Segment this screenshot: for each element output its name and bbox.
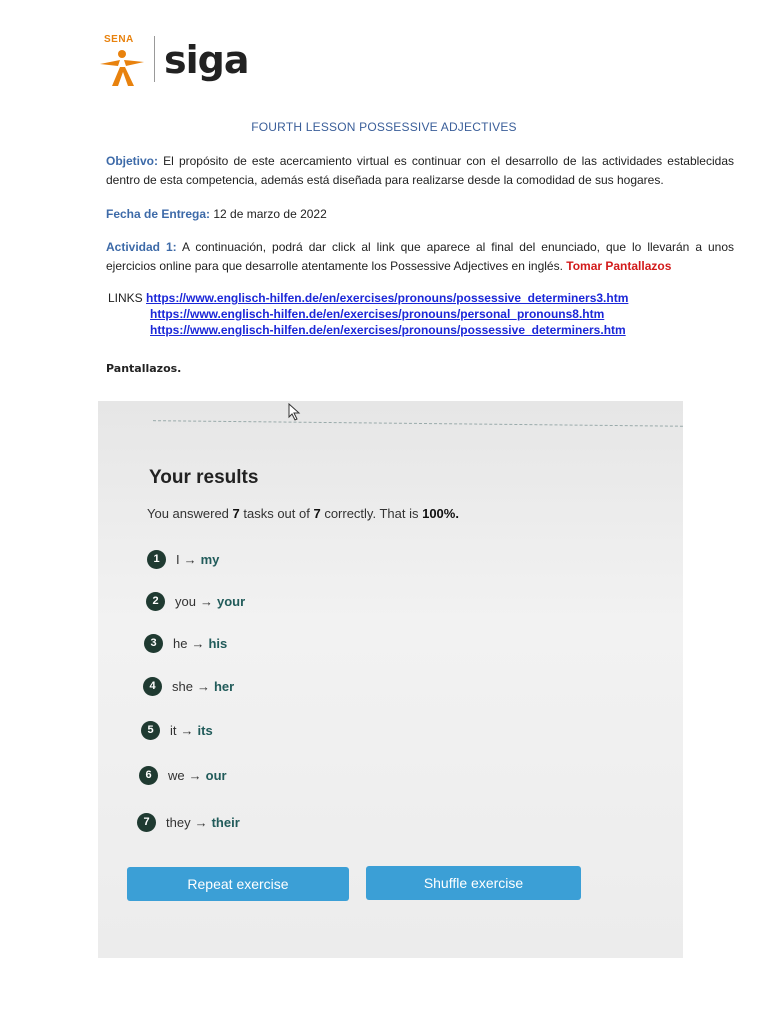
item-pronoun: he (173, 635, 188, 651)
results-summary (147, 506, 459, 521)
item-answer: their (211, 814, 240, 830)
sena-logo-text: SENA (104, 34, 134, 45)
results-title: Your results (149, 467, 259, 488)
exercise-link-1[interactable]: https://www.englisch-hilfen.de/en/exercises/pronouns/possessive_determiners3.htm (146, 291, 629, 305)
due-date-paragraph (106, 205, 734, 224)
arrow-icon: → (183, 551, 197, 567)
result-item (143, 675, 234, 697)
arrow-icon: → (199, 593, 213, 609)
summary-total: 7 (313, 506, 321, 521)
result-item (137, 811, 240, 833)
activity-paragraph (106, 238, 734, 276)
result-item (144, 632, 227, 654)
arrow-icon: → (180, 722, 194, 738)
item-number-badge: 3 (144, 634, 163, 653)
logo-divider (154, 36, 155, 82)
due-date-label: Fecha de Entrega: (106, 207, 211, 221)
siga-logo: siga (164, 38, 249, 82)
activity-text: A continuación, podrá dar click al link que aparece al final del enunciado, que lo llevarán a unos ejercicios online para que desarrolle atentamente los Possessive Adjectives en inglés. (106, 240, 735, 273)
item-answer: its (197, 722, 213, 738)
arrow-icon: → (196, 678, 210, 694)
summary-pre: You answered (147, 506, 233, 521)
activity-highlight: Tomar Pantallazos (566, 259, 672, 273)
item-answer: her (213, 678, 235, 694)
item-pronoun: you (175, 593, 196, 609)
item-number-badge: 1 (147, 550, 166, 569)
activity-label: Actividad 1: (106, 240, 177, 254)
objective-paragraph (106, 152, 734, 190)
item-answer: my (200, 551, 220, 567)
summary-post: correctly. That is (320, 506, 423, 521)
arrow-icon: → (194, 814, 208, 830)
result-item (141, 719, 213, 741)
due-date-text: 12 de marzo de 2022 (210, 207, 327, 221)
result-item (139, 764, 227, 786)
item-number-badge: 5 (141, 721, 160, 740)
header-logos (96, 32, 296, 92)
arrow-icon: → (191, 635, 205, 651)
item-answer: our (205, 767, 227, 783)
item-pronoun: she (172, 678, 193, 694)
screenshots-heading: Pantallazos. (106, 362, 182, 375)
item-pronoun: they (166, 814, 191, 830)
item-number-badge: 4 (143, 677, 162, 696)
sena-logo (96, 32, 150, 88)
mouse-cursor-icon (288, 403, 302, 426)
summary-correct: 7 (232, 506, 240, 521)
result-item (146, 590, 245, 612)
item-pronoun: I (176, 551, 180, 567)
exercise-link-2[interactable]: https://www.englisch-hilfen.de/en/exercises/pronouns/personal_pronouns8.htm (150, 307, 605, 321)
item-number-badge: 6 (139, 766, 158, 785)
item-pronoun: we (168, 767, 185, 783)
links-block (108, 290, 628, 338)
item-number-badge: 7 (137, 813, 156, 832)
shuffle-exercise-button[interactable]: Shuffle exercise (366, 866, 581, 900)
results-screenshot (98, 401, 683, 958)
summary-mid: tasks out of (239, 506, 314, 521)
item-answer: your (216, 593, 246, 609)
document-title: FOURTH LESSON POSSESSIVE ADJECTIVES (251, 120, 517, 134)
item-number-badge: 2 (146, 592, 165, 611)
repeat-exercise-button[interactable]: Repeat exercise (127, 867, 349, 901)
item-answer: his (208, 635, 228, 651)
arrow-icon: → (188, 767, 202, 783)
result-item (147, 548, 219, 570)
exercise-link-3[interactable]: https://www.englisch-hilfen.de/en/exercises/pronouns/possessive_determiners.htm (150, 323, 626, 337)
objective-text: El propósito de este acercamiento virtual es continuar con el desarrollo de las actividades establecidas dentro de esta competencia, además está diseñada para realizarse desde la comodidad de sus hogares. (106, 154, 734, 187)
item-pronoun: it (170, 722, 177, 738)
links-label: LINKS (108, 291, 147, 305)
summary-percent: 100%. (422, 506, 459, 521)
objective-label: Objetivo: (106, 154, 159, 168)
